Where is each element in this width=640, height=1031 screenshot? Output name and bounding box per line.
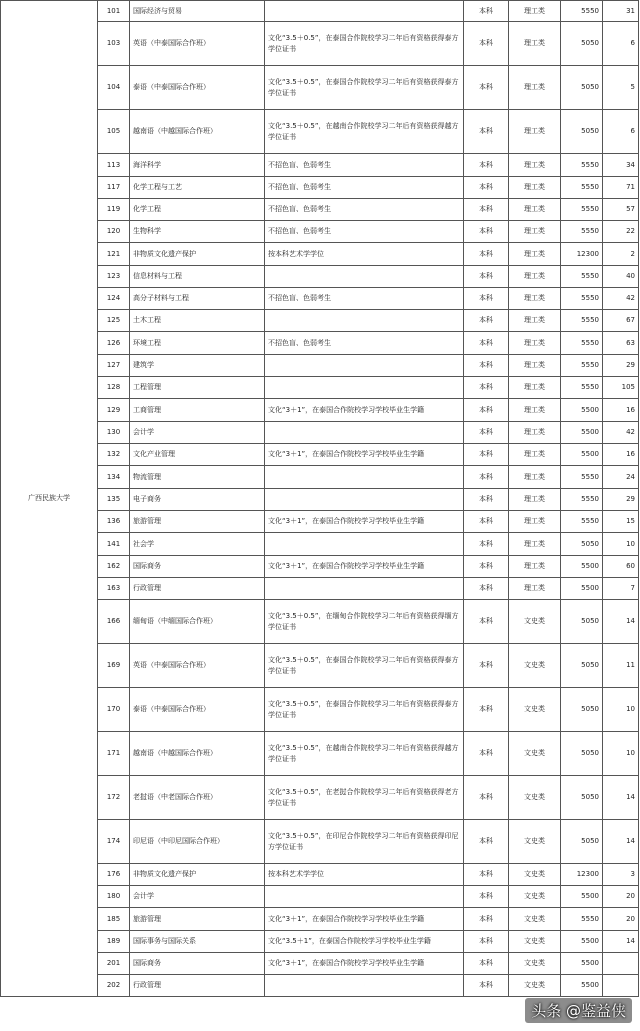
tier-cell: 本科: [464, 399, 509, 422]
major-code-cell: 130: [98, 422, 130, 444]
major-name-cell: 行政管理: [130, 578, 265, 600]
category-cell: 理工类: [509, 310, 561, 332]
category-cell: 文史类: [509, 644, 561, 688]
major-name-cell: 国际商务: [130, 953, 265, 975]
major-note-cell: [265, 489, 464, 511]
major-code-cell: 202: [98, 975, 130, 997]
major-name-cell: 化学工程与工艺: [130, 177, 265, 199]
category-cell: 理工类: [509, 533, 561, 556]
major-code-cell: 174: [98, 820, 130, 864]
tier-cell: 本科: [464, 444, 509, 466]
major-note-cell: [265, 886, 464, 908]
tuition-cell: 5050: [561, 22, 603, 66]
watermark: [525, 998, 632, 1023]
tuition-cell: 5050: [561, 820, 603, 864]
major-code-cell: 104: [98, 66, 130, 110]
major-code-cell: 163: [98, 578, 130, 600]
major-code-cell: 120: [98, 221, 130, 243]
major-name-cell: 会计学: [130, 886, 265, 908]
major-name-cell: 化学工程: [130, 199, 265, 221]
major-name-cell: 国际商务: [130, 556, 265, 578]
tuition-cell: 5500: [561, 556, 603, 578]
plan-count-cell: 14: [603, 600, 639, 644]
category-cell: 理工类: [509, 66, 561, 110]
major-name-cell: 物流管理: [130, 466, 265, 489]
major-name-cell: 国际事务与国际关系: [130, 931, 265, 953]
major-note-cell: 文化“3＋1”，在泰国合作院校学习学校毕业生学籍: [265, 953, 464, 975]
plan-count-cell: 63: [603, 332, 639, 355]
tier-cell: 本科: [464, 886, 509, 908]
watermark-handle: @鉴益侠: [565, 1002, 626, 1020]
major-name-cell: 非物质文化遗产保护: [130, 243, 265, 266]
category-cell: 理工类: [509, 511, 561, 533]
tuition-cell: 5550: [561, 377, 603, 399]
plan-count-cell: 3: [603, 864, 639, 886]
major-name-cell: 信息材料与工程: [130, 266, 265, 288]
tier-cell: 本科: [464, 199, 509, 221]
category-cell: 理工类: [509, 110, 561, 154]
plan-count-cell: 15: [603, 511, 639, 533]
tier-cell: 本科: [464, 310, 509, 332]
table-row: [1, 1, 639, 22]
major-name-cell: 非物质文化遗产保护: [130, 864, 265, 886]
category-cell: 文史类: [509, 732, 561, 776]
major-code-cell: 129: [98, 399, 130, 422]
plan-count-cell: 42: [603, 288, 639, 310]
major-note-cell: 文化“3.5＋0.5”，在越南合作院校学习二年后有资格获得越方学位证书: [265, 732, 464, 776]
tier-cell: 本科: [464, 908, 509, 931]
major-note-cell: 文化“3＋1”，在泰国合作院校学习学校毕业生学籍: [265, 511, 464, 533]
category-cell: 理工类: [509, 199, 561, 221]
major-note-cell: 不招色盲、色弱考生: [265, 154, 464, 177]
major-note-cell: [265, 1, 464, 22]
plan-count-cell: 16: [603, 444, 639, 466]
tier-cell: 本科: [464, 864, 509, 886]
major-name-cell: 旅游管理: [130, 511, 265, 533]
tuition-cell: 5500: [561, 444, 603, 466]
major-note-cell: 文化“3＋1”，在泰国合作院校学习学校毕业生学籍: [265, 556, 464, 578]
plan-count-cell: 29: [603, 489, 639, 511]
major-code-cell: 170: [98, 688, 130, 732]
plan-count-cell: [603, 975, 639, 997]
major-name-cell: 英语（中泰国际合作班）: [130, 22, 265, 66]
major-note-cell: 文化“3.5＋0.5”，在泰国合作院校学习二年后有资格获得泰方学位证书: [265, 22, 464, 66]
plan-count-cell: [603, 953, 639, 975]
plan-count-cell: 22: [603, 221, 639, 243]
major-note-cell: 按本科艺术学学位: [265, 864, 464, 886]
tuition-cell: 5050: [561, 644, 603, 688]
major-name-cell: 越南语（中越国际合作班）: [130, 732, 265, 776]
major-code-cell: 101: [98, 1, 130, 22]
major-code-cell: 134: [98, 466, 130, 489]
tuition-cell: 5500: [561, 422, 603, 444]
major-code-cell: 189: [98, 931, 130, 953]
tier-cell: 本科: [464, 600, 509, 644]
tuition-cell: 5550: [561, 288, 603, 310]
tuition-cell: 5550: [561, 466, 603, 489]
tier-cell: 本科: [464, 332, 509, 355]
category-cell: 文史类: [509, 975, 561, 997]
plan-count-cell: 7: [603, 578, 639, 600]
plan-count-cell: 10: [603, 533, 639, 556]
major-name-cell: 越南语（中越国际合作班）: [130, 110, 265, 154]
tuition-cell: 5500: [561, 886, 603, 908]
plan-count-cell: 40: [603, 266, 639, 288]
major-note-cell: [265, 377, 464, 399]
category-cell: 文史类: [509, 688, 561, 732]
tier-cell: 本科: [464, 66, 509, 110]
major-note-cell: 不招色盲、色弱考生: [265, 288, 464, 310]
category-cell: 理工类: [509, 177, 561, 199]
tier-cell: 本科: [464, 154, 509, 177]
plan-count-cell: 57: [603, 199, 639, 221]
table-body: [1, 1, 639, 997]
major-name-cell: 工商管理: [130, 399, 265, 422]
category-cell: 文史类: [509, 886, 561, 908]
tuition-cell: 5550: [561, 332, 603, 355]
tuition-cell: 5550: [561, 355, 603, 377]
category-cell: 理工类: [509, 578, 561, 600]
tier-cell: 本科: [464, 22, 509, 66]
tuition-cell: 5050: [561, 110, 603, 154]
plan-count-cell: 24: [603, 466, 639, 489]
tier-cell: 本科: [464, 266, 509, 288]
tuition-cell: 5550: [561, 908, 603, 931]
plan-count-cell: 20: [603, 908, 639, 931]
plan-count-cell: 34: [603, 154, 639, 177]
tier-cell: 本科: [464, 732, 509, 776]
category-cell: 理工类: [509, 266, 561, 288]
major-code-cell: 185: [98, 908, 130, 931]
tier-cell: 本科: [464, 556, 509, 578]
tuition-cell: 5500: [561, 975, 603, 997]
plan-count-cell: 105: [603, 377, 639, 399]
major-note-cell: 按本科艺术学学位: [265, 243, 464, 266]
major-name-cell: 环境工程: [130, 332, 265, 355]
major-name-cell: 海洋科学: [130, 154, 265, 177]
tuition-cell: 5550: [561, 310, 603, 332]
category-cell: 理工类: [509, 355, 561, 377]
major-code-cell: 135: [98, 489, 130, 511]
category-cell: 理工类: [509, 1, 561, 22]
tier-cell: 本科: [464, 221, 509, 243]
category-cell: 文史类: [509, 820, 561, 864]
tuition-cell: 5050: [561, 688, 603, 732]
major-name-cell: 英语（中泰国际合作班）: [130, 644, 265, 688]
plan-count-cell: 2: [603, 243, 639, 266]
category-cell: 理工类: [509, 489, 561, 511]
category-cell: 文史类: [509, 931, 561, 953]
tuition-cell: 5500: [561, 931, 603, 953]
major-name-cell: 老挝语（中老国际合作班）: [130, 776, 265, 820]
major-code-cell: 166: [98, 600, 130, 644]
tuition-cell: 5550: [561, 199, 603, 221]
major-note-cell: [265, 578, 464, 600]
major-name-cell: 工程管理: [130, 377, 265, 399]
category-cell: 理工类: [509, 243, 561, 266]
major-name-cell: 国际经济与贸易: [130, 1, 265, 22]
major-name-cell: 建筑学: [130, 355, 265, 377]
tier-cell: 本科: [464, 688, 509, 732]
tier-cell: 本科: [464, 953, 509, 975]
plan-count-cell: 16: [603, 399, 639, 422]
tuition-cell: 5050: [561, 600, 603, 644]
watermark-prefix: 头条: [531, 1002, 562, 1020]
plan-count-cell: 6: [603, 110, 639, 154]
major-name-cell: 土木工程: [130, 310, 265, 332]
tuition-cell: 5500: [561, 953, 603, 975]
tier-cell: 本科: [464, 177, 509, 199]
major-code-cell: 121: [98, 243, 130, 266]
tier-cell: 本科: [464, 644, 509, 688]
major-code-cell: 132: [98, 444, 130, 466]
major-code-cell: 172: [98, 776, 130, 820]
major-name-cell: 生物科学: [130, 221, 265, 243]
category-cell: 文史类: [509, 600, 561, 644]
plan-count-cell: 14: [603, 776, 639, 820]
tuition-cell: 5550: [561, 177, 603, 199]
tier-cell: 本科: [464, 243, 509, 266]
major-code-cell: 136: [98, 511, 130, 533]
major-code-cell: 127: [98, 355, 130, 377]
tuition-cell: 5550: [561, 266, 603, 288]
major-code-cell: 117: [98, 177, 130, 199]
major-code-cell: 201: [98, 953, 130, 975]
major-code-cell: 126: [98, 332, 130, 355]
major-name-cell: 旅游管理: [130, 908, 265, 931]
tier-cell: 本科: [464, 355, 509, 377]
major-name-cell: 高分子材料与工程: [130, 288, 265, 310]
major-note-cell: [265, 975, 464, 997]
major-note-cell: [265, 533, 464, 556]
major-note-cell: 文化“3＋1”，在泰国合作院校学习学校毕业生学籍: [265, 908, 464, 931]
major-code-cell: 105: [98, 110, 130, 154]
major-note-cell: 文化“3.5＋1”，在泰国合作院校学习学校毕业生学籍: [265, 931, 464, 953]
category-cell: 理工类: [509, 221, 561, 243]
major-note-cell: [265, 355, 464, 377]
category-cell: 理工类: [509, 377, 561, 399]
major-name-cell: 行政管理: [130, 975, 265, 997]
major-note-cell: 不招色盲、色弱考生: [265, 177, 464, 199]
major-code-cell: 162: [98, 556, 130, 578]
tier-cell: 本科: [464, 1, 509, 22]
major-note-cell: [265, 466, 464, 489]
major-code-cell: 123: [98, 266, 130, 288]
category-cell: 文史类: [509, 908, 561, 931]
tier-cell: 本科: [464, 931, 509, 953]
tier-cell: 本科: [464, 110, 509, 154]
tier-cell: 本科: [464, 820, 509, 864]
major-note-cell: [265, 310, 464, 332]
tuition-cell: 5550: [561, 489, 603, 511]
plan-count-cell: 71: [603, 177, 639, 199]
major-code-cell: 113: [98, 154, 130, 177]
major-code-cell: 128: [98, 377, 130, 399]
tier-cell: 本科: [464, 511, 509, 533]
tuition-cell: 5500: [561, 399, 603, 422]
tier-cell: 本科: [464, 377, 509, 399]
tuition-cell: 5050: [561, 776, 603, 820]
major-note-cell: 文化“3.5＋0.5”，在印尼合作院校学习二年后有资格获得印尼方学位证书: [265, 820, 464, 864]
major-note-cell: 文化“3＋1”，在泰国合作院校学习学校毕业生学籍: [265, 399, 464, 422]
major-note-cell: [265, 422, 464, 444]
tier-cell: 本科: [464, 288, 509, 310]
tuition-cell: 5500: [561, 578, 603, 600]
category-cell: 理工类: [509, 399, 561, 422]
major-code-cell: 103: [98, 22, 130, 66]
tuition-cell: 12300: [561, 864, 603, 886]
major-note-cell: 文化“3.5＋0.5”，在泰国合作院校学习二年后有资格获得泰方学位证书: [265, 644, 464, 688]
major-note-cell: 不招色盲、色弱考生: [265, 199, 464, 221]
plan-count-cell: 10: [603, 688, 639, 732]
plan-count-cell: 29: [603, 355, 639, 377]
tuition-cell: 5550: [561, 154, 603, 177]
major-code-cell: 180: [98, 886, 130, 908]
major-note-cell: [265, 266, 464, 288]
major-note-cell: 文化“3.5＋0.5”，在泰国合作院校学习二年后有资格获得泰方学位证书: [265, 66, 464, 110]
major-note-cell: 文化“3＋1”，在泰国合作院校学习学校毕业生学籍: [265, 444, 464, 466]
tuition-cell: 5550: [561, 1, 603, 22]
tier-cell: 本科: [464, 422, 509, 444]
major-note-cell: 文化“3.5＋0.5”，在老挝合作院校学习二年后有资格获得老方学位证书: [265, 776, 464, 820]
major-name-cell: 缅甸语（中缅国际合作班）: [130, 600, 265, 644]
plan-count-cell: 6: [603, 22, 639, 66]
major-note-cell: 文化“3.5＋0.5”，在缅甸合作院校学习二年后有资格获得缅方学位证书: [265, 600, 464, 644]
tuition-cell: 5550: [561, 511, 603, 533]
plan-count-cell: 5: [603, 66, 639, 110]
plan-count-cell: 31: [603, 1, 639, 22]
plan-count-cell: 11: [603, 644, 639, 688]
category-cell: 文史类: [509, 864, 561, 886]
category-cell: 文史类: [509, 953, 561, 975]
tuition-cell: 12300: [561, 243, 603, 266]
major-code-cell: 124: [98, 288, 130, 310]
plan-count-cell: 60: [603, 556, 639, 578]
major-name-cell: 电子商务: [130, 489, 265, 511]
tuition-cell: 5050: [561, 533, 603, 556]
category-cell: 理工类: [509, 466, 561, 489]
category-cell: 理工类: [509, 422, 561, 444]
tuition-cell: 5550: [561, 221, 603, 243]
category-cell: 理工类: [509, 332, 561, 355]
tier-cell: 本科: [464, 975, 509, 997]
plan-count-cell: 20: [603, 886, 639, 908]
major-code-cell: 119: [98, 199, 130, 221]
major-note-cell: 不招色盲、色弱考生: [265, 221, 464, 243]
tier-cell: 本科: [464, 466, 509, 489]
tier-cell: 本科: [464, 776, 509, 820]
major-note-cell: 不招色盲、色弱考生: [265, 332, 464, 355]
major-code-cell: 125: [98, 310, 130, 332]
tier-cell: 本科: [464, 578, 509, 600]
major-code-cell: 141: [98, 533, 130, 556]
major-note-cell: 文化“3.5＋0.5”，在越南合作院校学习二年后有资格获得越方学位证书: [265, 110, 464, 154]
tier-cell: 本科: [464, 533, 509, 556]
plan-count-cell: 42: [603, 422, 639, 444]
major-name-cell: 社会学: [130, 533, 265, 556]
category-cell: 理工类: [509, 288, 561, 310]
category-cell: 理工类: [509, 444, 561, 466]
category-cell: 理工类: [509, 22, 561, 66]
major-name-cell: 文化产业管理: [130, 444, 265, 466]
plan-count-cell: 67: [603, 310, 639, 332]
major-name-cell: 泰语（中泰国际合作班）: [130, 688, 265, 732]
major-code-cell: 169: [98, 644, 130, 688]
tuition-cell: 5050: [561, 732, 603, 776]
plan-count-cell: 14: [603, 820, 639, 864]
tier-cell: 本科: [464, 489, 509, 511]
category-cell: 理工类: [509, 154, 561, 177]
major-name-cell: 泰语（中泰国际合作班）: [130, 66, 265, 110]
major-name-cell: 印尼语（中印尼国际合作班）: [130, 820, 265, 864]
category-cell: 文史类: [509, 776, 561, 820]
plan-count-cell: 14: [603, 931, 639, 953]
major-note-cell: 文化“3.5＋0.5”，在泰国合作院校学习二年后有资格获得泰方学位证书: [265, 688, 464, 732]
major-name-cell: 会计学: [130, 422, 265, 444]
category-cell: 理工类: [509, 556, 561, 578]
major-code-cell: 176: [98, 864, 130, 886]
major-code-cell: 171: [98, 732, 130, 776]
tuition-cell: 5050: [561, 66, 603, 110]
plan-count-cell: 10: [603, 732, 639, 776]
school-name-cell: 广西民族大学: [1, 1, 98, 997]
